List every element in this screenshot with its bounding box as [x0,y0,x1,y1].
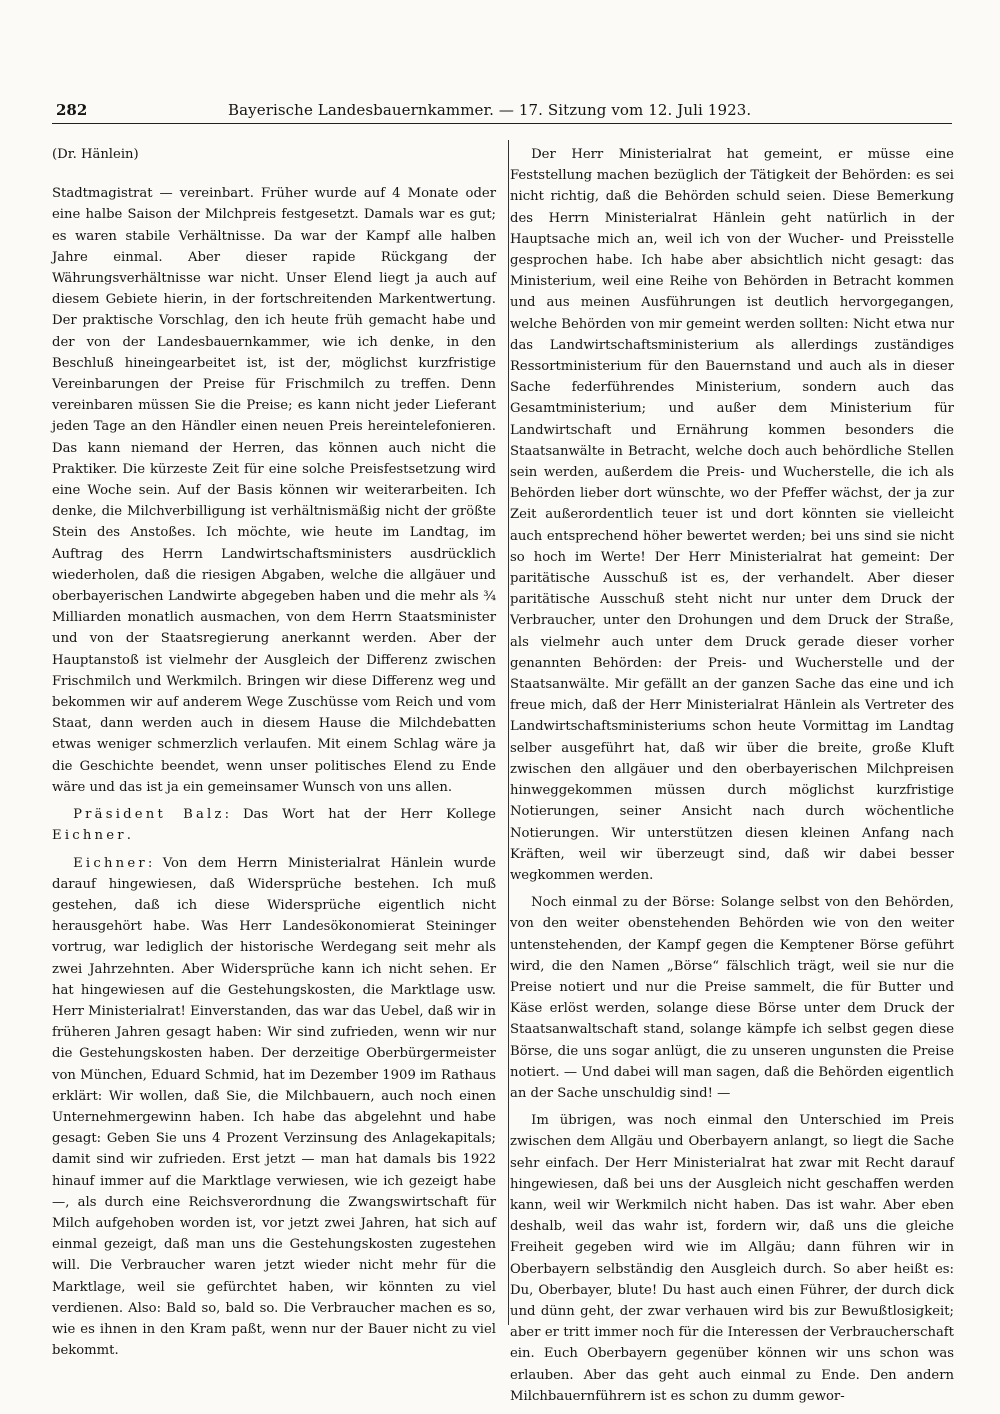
column-divider [508,140,509,1325]
paragraph-text: : Das Wort hat der Herr Kollege [224,807,496,823]
page-header [52,97,952,125]
paragraph: Der Herr Ministerialrat hat gemeint, er müsse eine Feststellung machen bezüglich der Tätigkeit der Behörden: es sei nicht richtig, daß die Behörden schuld seien. Diese Bemerkung des Herrn Ministerialrat Hänlein geht natürlich in der Hauptsache mich an, weil ich von der Wucher- und Preisstelle gesprochen habe. Ich habe aber absichtlich nicht gesagt: das Ministerium, weil eine Reihe von Behörden in Betracht kommen und aus meinen Ausführungen ist deutlich hervorgegangen, welche Behörden von mir gemeint werden sollten: Nicht etwa nur das Landwirtschaftsministerium als allerdings zuständiges Ressortministerium für den Bauernstand und auch als in dieser Sache federführendes Ministerium, sondern auch das Gesamtministerium; und außer dem Ministerium für Landwirtschaft und Ernährung kommen besonders die Staatsanwälte in Betracht, welche doch auch behördliche Stellen sein werden, außerdem die Preis- und Wucherstelle, die ich als Behörden lieber dort wünschte, wo der Pfeffer wächst, der ja zur Zeit außerordentlich teuer ist und dort könnten sie vielleicht auch entsprechend höher bewertet werden; bei uns sind sie nicht so hoch im Werte! Der Herr Ministerialrat hat gemeint: Der paritätische Ausschuß ist es, der verhandelt. Aber dieser paritätische Ausschuß steht nicht nur unter dem Druck der Verbraucher, unter den Drohungen und dem Druck der Straße, als vielmehr auch unter dem Druck gerade dieser vorher genannten Behörden: der Preis- und Wucherstelle und der Staatsanwälte. Mir gefällt an der ganzen Sache das eine und ich freue mich, daß der Herr Ministerialrat Hänlein als Vertreter des Landwirtschaftsministeriums schon heute Vormittag im Landtag selber ausgeführt hat, daß wir über die breite, große Kluft zwischen den allgäuer und den oberbayerischen Milchpreisen hinweggekommen müssen durch möglichst kurzfristige Notierungen, seiner Ansicht nach durch wöchentliche Notierungen. Wir unterstützen diesen kleinen Anfang nach Kräften, weil wir überzeugt sind, daß wir dabei besser wegkommen werden. [510,147,954,883]
paragraph-text: : Von dem Herrn Ministerialrat Hänlein wurde darauf hingewiesen, daß Widersprüche bestehen. Ich muß gestehen, daß ich diese Widersprüche eigentlich nicht herausgehört habe. Was Herr Landesökonomierat Steininger vortrug, war lediglich der historische Werdegang seit mehr als zwei Jahrzehnten. Aber Widersprüche kann ich nicht sehen. Er hat hingewiesen auf die Gestehungskosten, die Marktlage usw. Herr Ministerialrat! Einverstanden, das war das Uebel, daß wir in früheren Jahren gesagt haben: Wir sind zufrieden, wenn wir nur die Gestehungskosten haben. Der derzeitige Oberbürgermeister von München, Eduard Schmid, hat im Dezember 1909 im Rathaus erklärt: Wir wollen, daß Sie, die Milchbauern, auch noch einen Unternehmergewinn haben. Ich habe das abgelehnt und habe gesagt: Geben Sie uns 4 Prozent Verzinsung des Anlagekapitals; damit sind wir zufrieden. Erst jetzt — man hat damals bis 1922 hinauf immer auf die Marktlage verwiesen, wie ich gezeigt habe —, als durch eine Reichsverordnung die Zwangswirtschaft für Milch aufgehoben worden ist, vor jetzt zwei Jahren, hat sich auf einmal gezeigt, daß man uns die Gestehungskosten zugestehen will. Die Verbraucher waren jetzt wieder nicht mehr für die Marktlage, weil sie gefürchtet haben, wir könnten zu viel verdienen. Also: Bald so, bald so. Die Verbraucher machen es so, wie es ihnen in den Kram paßt, wenn nur der Bauer nicht zu viel bekommt. [52,855,496,1359]
speaker-note: (Dr. Hänlein) [52,147,139,162]
speaker-name: Präsident Balz [73,807,225,823]
right-column [510,144,954,1407]
header-rule [52,123,952,124]
paragraph-text: . [126,828,131,844]
paragraph: Noch einmal zu der Börse: Solange selbst von den Behörden, von den weiter obenstehenden Behörden wie von den weiter untenstehenden, der Kampf gegen die Kemptener Börse geführt wird, die den Namen „Börse“ fälschlich trägt, weil sie nur die Preise notiert und nur die Preise sammelt, die für Butter und Käse erlöst werden, solange diese Börse unter dem Druck der Staatsanwaltschaft stand, solange kämpfe ich selbst gegen diese Börse, die uns sogar anlügt, die zu unseren ungunsten die Preise notiert. — Und dabei will man sagen, daß die Behörden eigentlich an der Sache unschuldig sind! — [510,895,954,1101]
running-title: Bayerische Landesbauernkammer. — 17. Sitzung vom 12. Juli 1923. [228,101,752,119]
paragraph [52,853,496,1362]
speaker-name: Eichner [73,855,148,871]
paragraph [52,804,496,846]
page-number: 282 [56,101,88,119]
speaker-name: Eichner [52,828,127,844]
paragraph: Stadtmagistrat — vereinbart. Früher wurde auf 4 Monate oder eine halbe Saison der Milchpreis festgesetzt. Damals war es gut; es waren stabile Verhältnisse. Da war der Kampf alle halben Jahre einmal. Aber dieser rapide Rückgang der Währungsverhältnisse war nicht. Unser Elend liegt ja auch auf diesem Gebiete hierin, in der fortschreitenden Markentwertung. Der praktische Vorschlag, den ich heute früh gemacht habe und der von der Landesbauernkammer, wie ich denke, in den Beschluß hineingearbeitet ist, ist der, möglichst kurzfristige Vereinbarungen der Preise für Frischmilch zu treffen. Denn vereinbaren müssen Sie die Preise; es kann nicht jeder Lieferant jeden Tage an den Händler einen neuen Preis hereintelefonieren. Das kann niemand der Herren, das können auch nicht die Praktiker. Die kürzeste Zeit für eine solche Preisfestsetzung wird eine Woche sein. Auf der Basis können wir weiterarbeiten. Ich denke, die Milchverbilligung ist verhältnismäßig nicht der größte Stein des Anstoßes. Ich möchte, wie heute im Landtag, im Auftrag des Herrn Landwirtschaftsministers ausdrücklich wiederholen, daß die riesigen Abgaben, welche die allgäuer und oberbayerischen Landwirte abgegeben haben und die mehr als ¾ Milliarden monatlich ausmachen, von dem Herrn Staatsminister und von der Staatsregierung anerkannt werden. Aber der Hauptanstoß ist vielmehr der Ausgleich der Differenz zwischen Frischmilch und Werkmilch. Bringen wir diese Differenz weg und bekommen wir auf anderem Wege Zuschüsse vom Reich und vom Staat, dann werden auch in diesem Hause die Milchdebatten etwas weniger schmerzlich verlaufen. Mit einem Schlag wäre ja die Geschichte beendet, wenn unser politisches Elend zu Ende wäre und das ist ja ein gemeinsamer Wunsch von uns allen. [52,186,496,795]
paragraph: Im übrigen, was noch einmal den Unterschied im Preis zwischen dem Allgäu und Oberbayern anlangt, so liegt die Sache sehr einfach. Der Herr Ministerialrat hat zwar mit Recht darauf hingewiesen, daß bei uns der Ausgleich nicht geschaffen werden kann, weil wir Werkmilch nicht haben. Das ist wahr. Aber eben deshalb, weil das wahr ist, fordern wir, daß uns die gleiche Freiheit gegeben wird wie im Allgäu; dann führen wir in Oberbayern selbständig den Ausgleich durch. So aber heißt es: Du, Oberbayer, blute! Du hast auch einen Führer, der durch dick und dünn geht, der zwar verhauen wird bis zur Bewußtlosigkeit; aber er tritt immer noch für die Interessen der Verbraucherschaft ein. Euch Oberbayern gegenüber können wir uns schon was erlauben. Aber das geht auch einmal zu Ende. Den andern Milchbauernführern ist es schon zu dumm gewor- [510,1113,954,1404]
left-column [52,144,496,1361]
